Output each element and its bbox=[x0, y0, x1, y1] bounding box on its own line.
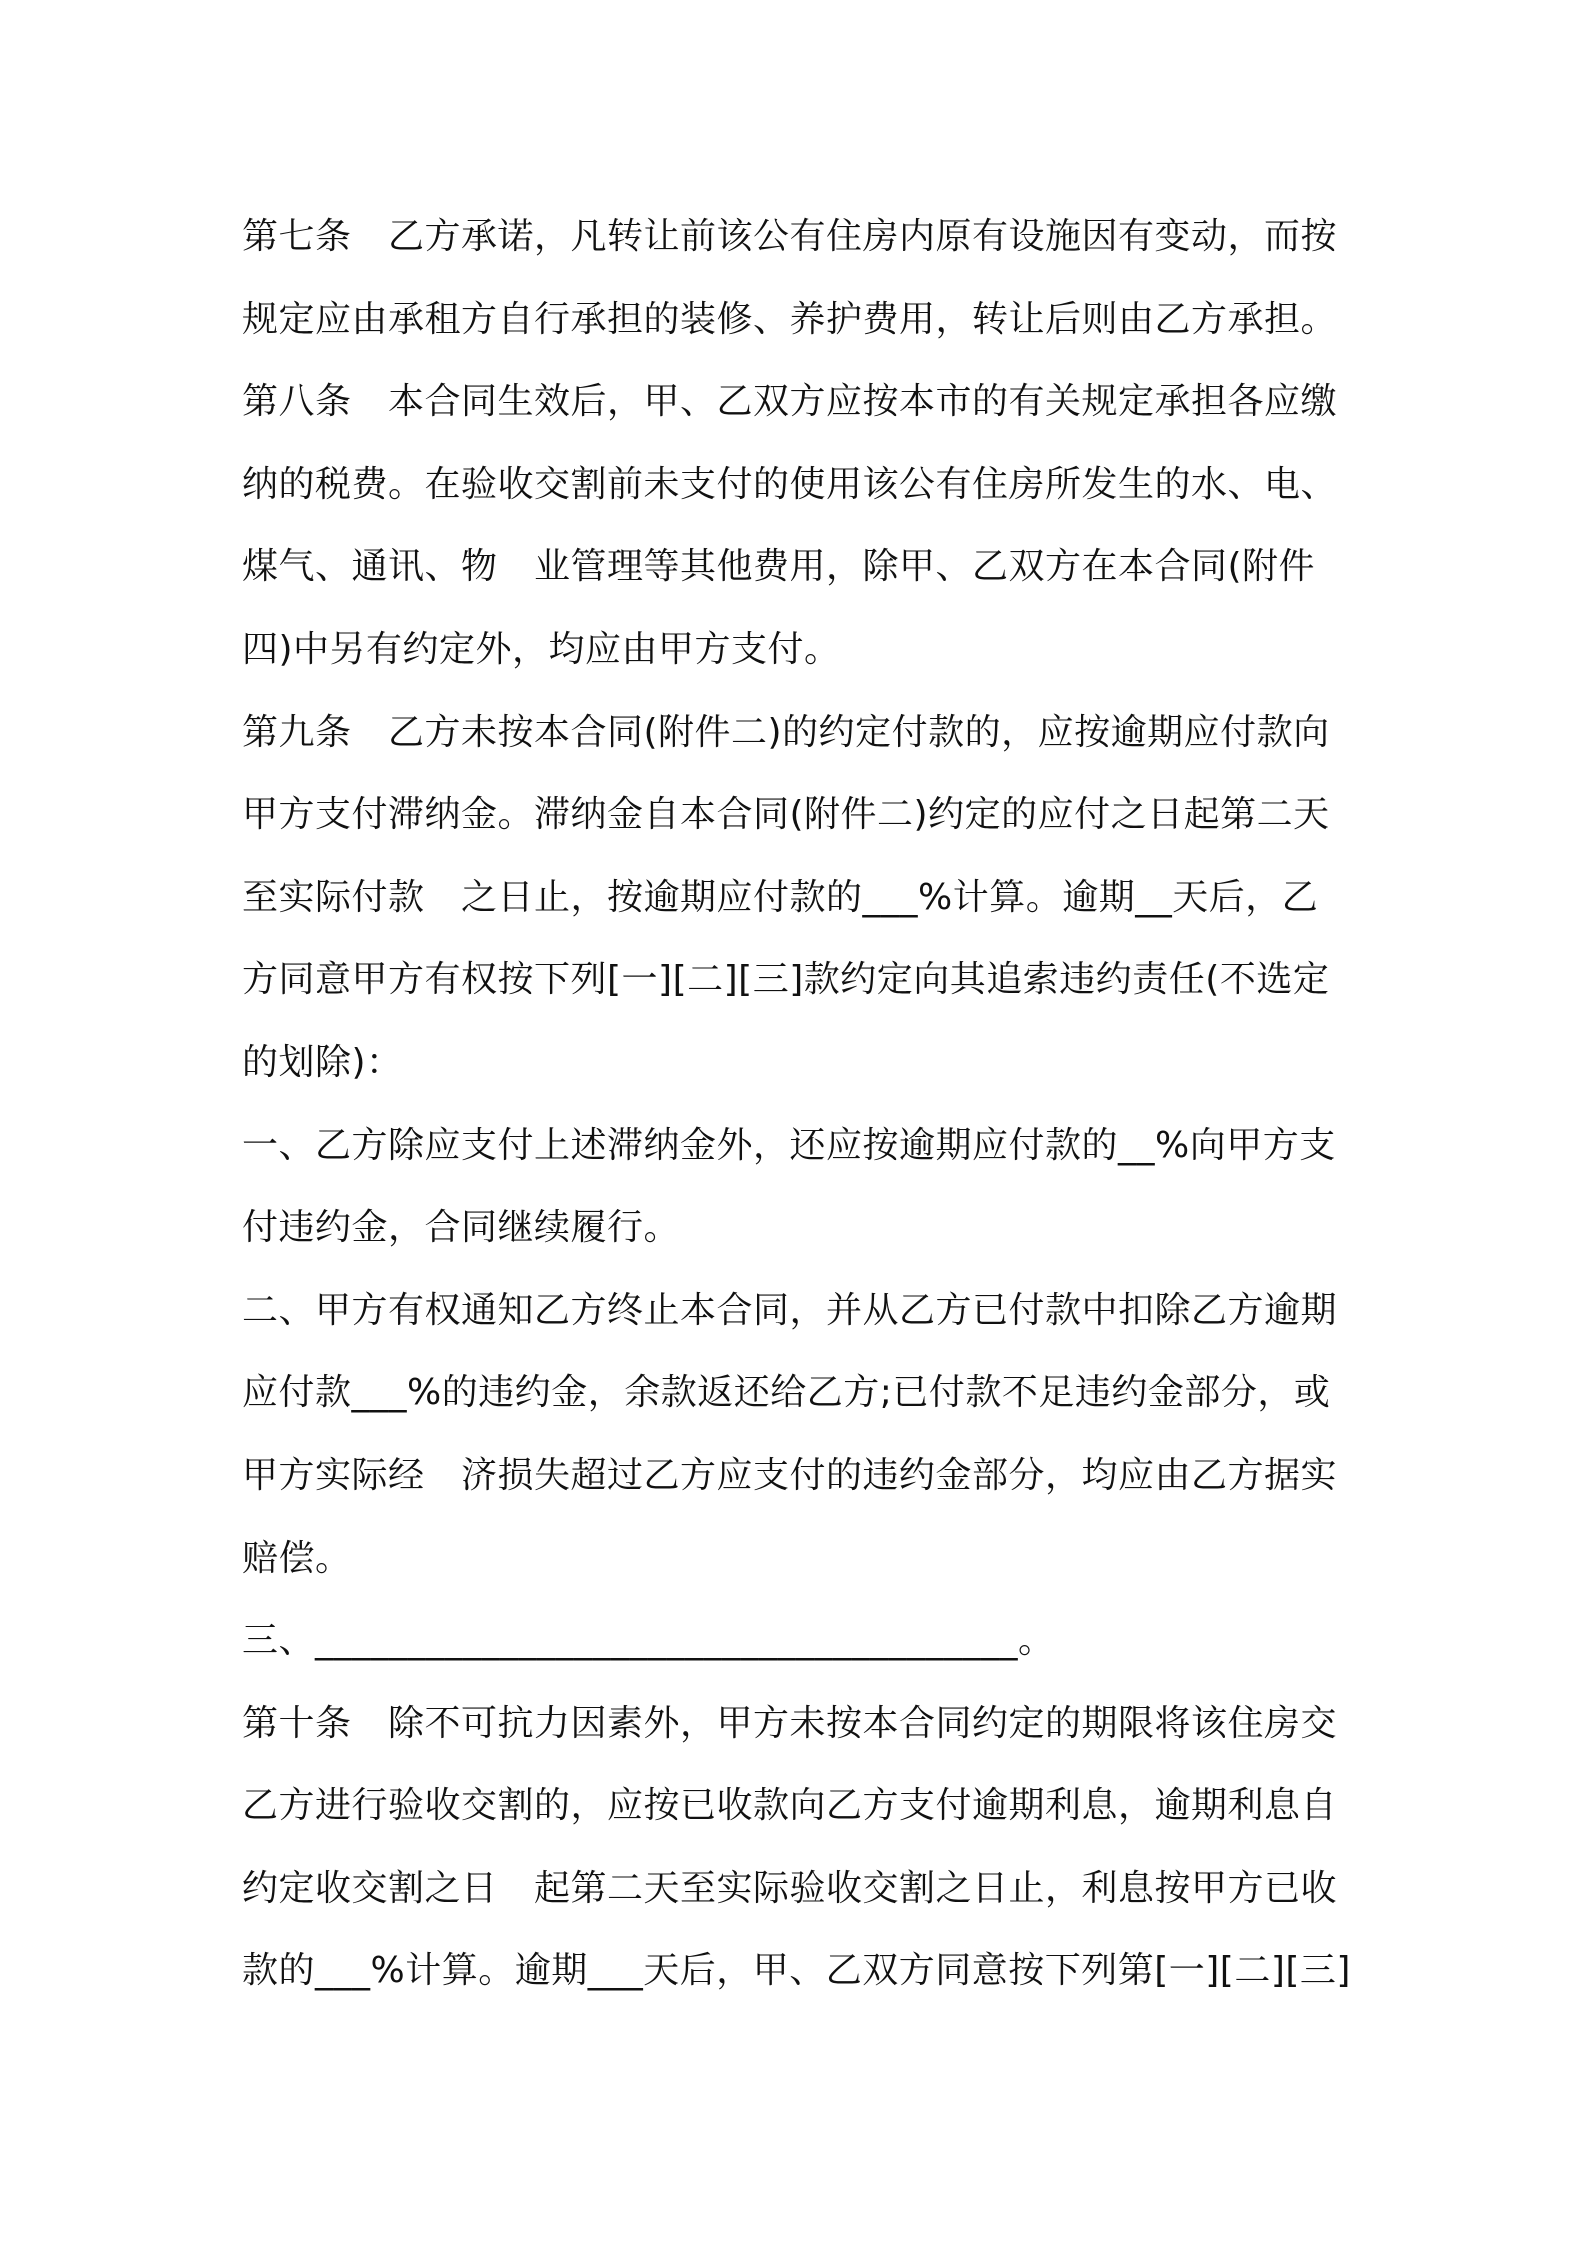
text-line: 一、乙方除应支付上述滞纳金外，还应按逾期应付款的__%向甲方支 bbox=[242, 1124, 1336, 1166]
text-line: 第十条 除不可抗力因素外，甲方未按本合同约定的期限将该住房交 bbox=[242, 1702, 1338, 1744]
text-line: 第九条 乙方未按本合同(附件二)的约定付款的，应按逾期应付款向 bbox=[242, 711, 1330, 753]
text-line: 方同意甲方有权按下列[一][二][三]款约定向其追索违约责任(不选定 bbox=[242, 959, 1330, 1001]
text-line: 第七条 乙方承诺，凡转让前该公有住房内原有设施因有变动，而按 bbox=[242, 216, 1338, 257]
text-line: 三、______________________________________。 bbox=[242, 1620, 1055, 1662]
text-line: 四)中另有约定外，均应由甲方支付。 bbox=[242, 628, 841, 670]
text-line: 赔偿。 bbox=[242, 1537, 352, 1579]
text-line: 甲方支付滞纳金。滞纳金自本合同(附件二)约定的应付之日起第二天 bbox=[242, 794, 1330, 836]
text-line: 款的___%计算。逾期___天后，甲、乙双方同意按下列第[一][二][三] bbox=[242, 1950, 1351, 1992]
text-line: 应付款___%的违约金，余款返还给乙方;已付款不足违约金部分，或 bbox=[242, 1372, 1331, 1414]
text-line: 付违约金，合同继续履行。 bbox=[242, 1207, 681, 1249]
text-line: 甲方实际经 济损失超过乙方应支付的违约金部分，均应由乙方据实 bbox=[242, 1454, 1338, 1496]
text-line: 二、甲方有权通知乙方终止本合同，并从乙方已付款中扣除乙方逾期 bbox=[242, 1289, 1338, 1331]
text-line: 第八条 本合同生效后，甲、乙双方应按本市的有关规定承担各应缴 bbox=[242, 381, 1338, 423]
text-line: 乙方进行验收交割的，应按已收款向乙方支付逾期利息，逾期利息自 bbox=[242, 1785, 1338, 1827]
text-line: 约定收交割之日 起第二天至实际验收交割之日止，利息按甲方已收 bbox=[242, 1867, 1338, 1909]
text-line: 规定应由承租方自行承担的装修、养护费用，转让后则由乙方承担。 bbox=[242, 298, 1338, 340]
contract-body bbox=[242, 196, 1357, 2013]
text-line: 至实际付款 之日止，按逾期应付款的___%计算。逾期__天后，乙 bbox=[242, 876, 1319, 918]
text-line: 的划除)： bbox=[242, 1041, 403, 1083]
text-line: 纳的税费。在验收交割前未支付的使用该公有住房所发生的水、电、 bbox=[242, 463, 1338, 505]
text-line: 煤气、通讯、物 业管理等其他费用，除甲、乙双方在本合同(附件 bbox=[242, 546, 1316, 588]
